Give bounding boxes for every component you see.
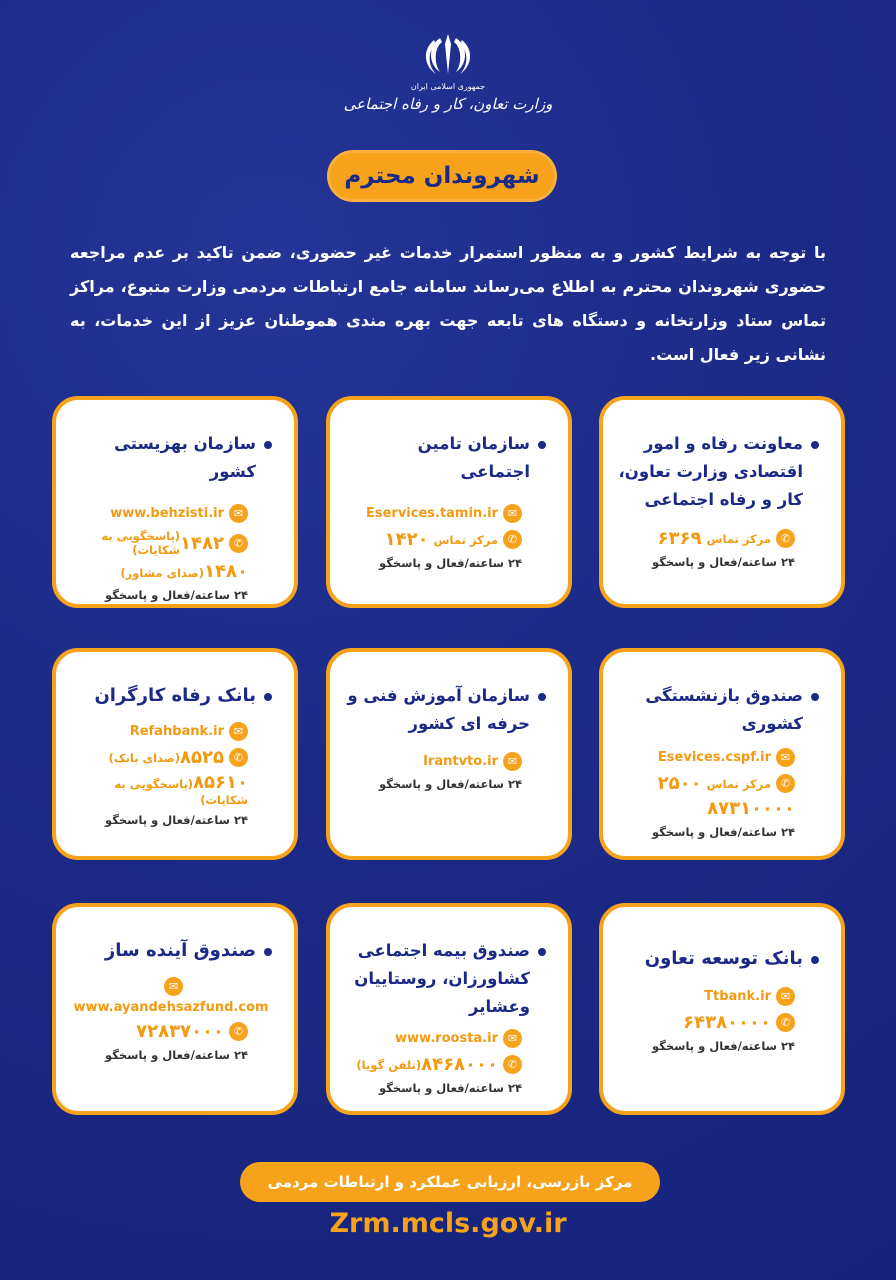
card-title: سازمان تامین اجتماعی <box>417 434 530 481</box>
email-icon: ✉ <box>164 977 183 996</box>
card-title: صندوق آینده ساز <box>104 940 256 961</box>
intro-text: با توجه به شرایط کشور و به منظور استمرار خدمات غیر حضوری، ضمن تاکید بر عدم مراجعه حضوری شهروندان محترم به اطلاع می‌رساند سامانه جامع ارتباطات مردمی وزارت متبوع، مراکز تماس ستاد وزارتخانه و دستگاه های تابعه جهت بهره مندی هموطنان عزیز از این خدمات، به نشانی زیر فعال است. <box>70 243 826 364</box>
card-url[interactable]: www.behzisti.ir <box>110 506 224 521</box>
bullet-icon <box>264 693 272 701</box>
email-icon: ✉ <box>503 1029 522 1048</box>
footer-label: مرکز بازرسی، ارزیابی عملکرد و ارتباطات مردمی <box>240 1162 660 1202</box>
card-title: بانک توسعه تعاون <box>644 948 803 969</box>
card-url[interactable]: www.roosta.ir <box>395 1031 498 1046</box>
hours-text: ۲۴ ساعته/فعال و پاسخگو <box>104 1048 248 1062</box>
footer-website-link[interactable]: Zrm.mcls.gov.ir <box>329 1208 567 1239</box>
phone-label: مرکز تماس <box>433 532 498 547</box>
hours-text: ۲۴ ساعته/فعال و پاسخگو <box>651 555 795 569</box>
card-title: صندوق بازنشستگی کشوری <box>645 686 803 733</box>
card-refahbank <box>52 648 298 860</box>
card-url[interactable]: Ttbank.ir <box>704 989 771 1004</box>
phone-icon: ✆ <box>229 534 248 553</box>
phone-number-2: ۸۵۶۱۰ <box>193 772 248 793</box>
card-title: سازمان آموزش فنی و حرفه ای کشور <box>347 686 530 733</box>
card-ayandehsaz <box>52 903 298 1115</box>
hours-text: ۲۴ ساعته/فعال و پاسخگو <box>378 777 522 791</box>
hours-text: ۲۴ ساعته/فعال و پاسخگو <box>104 588 248 602</box>
phone-number: ۶۳۶۹ <box>657 528 702 549</box>
phone-icon: ✆ <box>229 748 248 767</box>
card-url[interactable]: Refahbank.ir <box>129 724 224 739</box>
card-irantvto <box>326 648 572 860</box>
email-icon: ✉ <box>776 748 795 767</box>
card-url[interactable]: Eservices.tamin.ir <box>365 506 498 521</box>
email-icon: ✉ <box>503 504 522 523</box>
card-title: صندوق بیمه اجتماعی کشاورزان، روستاییان وعشایر <box>354 941 530 1016</box>
phone-icon: ✆ <box>229 1022 248 1041</box>
hours-text: ۲۴ ساعته/فعال و پاسخگو <box>651 825 795 839</box>
phone-note-2: (پاسخگویی به شکایات) <box>114 777 248 807</box>
card-url[interactable]: Irantvto.ir <box>423 754 498 769</box>
bullet-icon <box>264 441 272 449</box>
phone-number: ۲۵۰۰ <box>657 773 702 794</box>
phone-note: (پاسخگویی به شکایات) <box>101 529 181 557</box>
phone-number: ۸۵۲۵ <box>180 747 224 768</box>
email-icon: ✉ <box>503 752 522 771</box>
email-icon: ✉ <box>776 987 795 1006</box>
bullet-icon <box>811 441 819 449</box>
phone-note: (تلفن گویا) <box>356 1057 422 1072</box>
card-refah-deputy <box>599 396 845 608</box>
phone-note-2: (صدای مشاور) <box>120 566 205 580</box>
phone-label: مرکز تماس <box>706 531 771 546</box>
gov-line: جمهوری اسلامی ایران <box>410 82 486 91</box>
card-url[interactable]: Esevices.cspf.ir <box>657 750 771 765</box>
bullet-icon <box>811 693 819 701</box>
page-title: شهروندان محترم <box>327 150 557 202</box>
phone-icon: ✆ <box>503 1055 522 1074</box>
card-url[interactable]: www.ayandehsazfund.com <box>73 1000 269 1015</box>
card-title: بانک رفاه کارگران <box>94 685 256 706</box>
email-icon: ✉ <box>229 722 248 741</box>
phone-number-2: ۱۴۸۰ <box>204 561 248 582</box>
card-behzisti <box>52 396 298 608</box>
phone-number: ۱۴۲۰ <box>384 529 429 550</box>
hours-text: ۲۴ ساعته/فعال و پاسخگو <box>104 813 248 827</box>
phone-number: ۸۴۶۸۰۰۰ <box>421 1054 498 1075</box>
hours-text: ۲۴ ساعته/فعال و پاسخگو <box>378 1081 522 1095</box>
hours-text: ۲۴ ساعته/فعال و پاسخگو <box>378 556 522 570</box>
email-icon: ✉ <box>229 504 248 523</box>
phone-number: ۷۲۸۳۷۰۰۰ <box>136 1021 224 1042</box>
phone-number: ۱۴۸۲ <box>180 532 224 554</box>
card-tamin <box>326 396 572 608</box>
bullet-icon <box>538 441 546 449</box>
hours-text: ۲۴ ساعته/فعال و پاسخگو <box>651 1039 795 1053</box>
phone-number-2: ۸۷۳۱۰۰۰۰ <box>707 798 795 819</box>
phone-label: مرکز تماس <box>706 776 771 791</box>
ministry-name: وزارت تعاون، کار و رفاه اجتماعی <box>343 95 553 113</box>
bullet-icon <box>538 948 546 956</box>
iran-emblem-icon <box>418 30 478 80</box>
phone-icon: ✆ <box>776 529 795 548</box>
header <box>0 30 896 113</box>
card-roosta <box>326 903 572 1115</box>
card-cspf <box>599 648 845 860</box>
phone-number: ۶۴۳۸۰۰۰۰ <box>683 1012 771 1033</box>
card-title: سازمان بهزیستی کشور <box>114 434 256 481</box>
card-title: معاونت رفاه و امور اقتصادی وزارت تعاون، کار و رفاه اجتماعی <box>618 434 803 509</box>
bullet-icon <box>538 693 546 701</box>
phone-note: (صدای بانک) <box>108 750 181 765</box>
phone-icon: ✆ <box>776 1013 795 1032</box>
bullet-icon <box>811 956 819 964</box>
card-ttbank <box>599 903 845 1115</box>
phone-icon: ✆ <box>776 774 795 793</box>
phone-icon: ✆ <box>503 530 522 549</box>
bullet-icon <box>264 948 272 956</box>
